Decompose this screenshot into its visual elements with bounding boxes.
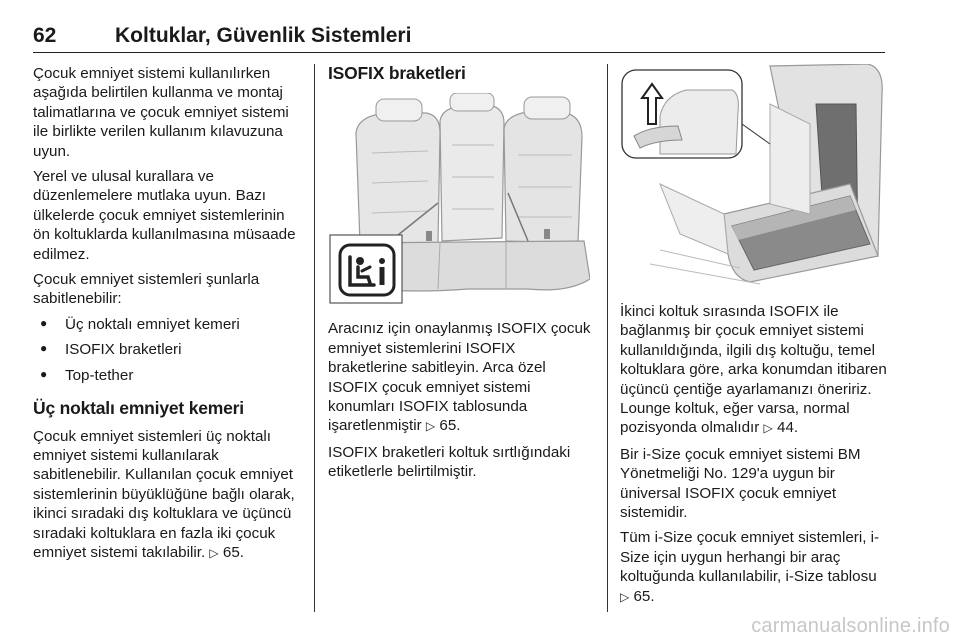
- reference-arrow-icon: ▷: [209, 545, 219, 560]
- column-right: [620, 64, 890, 613]
- paragraph-text: İkinci koltuk sırasında ISOFIX ile bağlanmış bir çocuk emniyet sistemi kullanıldığında, ilgili dış koltuğu, temel koltuklara göre, arka konumdan itibaren üçüncü çentiğe ayarlamanızı öneririz. Lounge koltuk, eğer varsa, normal pozisyonda olmalıdır: [620, 303, 887, 437]
- page-reference-link[interactable]: 44.: [777, 419, 799, 437]
- page-reference-link[interactable]: 65.: [222, 543, 245, 561]
- page-title: Koltuklar, Güvenlik Sistemleri: [115, 24, 412, 47]
- column-divider: [314, 64, 315, 612]
- paragraph: [620, 528, 890, 607]
- list-item: ● ISOFIX braketleri: [33, 340, 303, 359]
- list-item: ● Üç noktalı emniyet kemeri: [33, 315, 303, 334]
- section-heading: ISOFIX braketleri: [328, 63, 466, 83]
- paragraph: ISOFIX braketleri koltuk sırtlığındaki etiketlerle belirtilmiştir.: [328, 443, 571, 481]
- column-middle: [328, 64, 596, 488]
- watermark: carmanualsonline.info: [751, 615, 950, 637]
- paragraph: Bir i-Size çocuk emniyet sistemi BM Yönetmeliği No. 129'a uygun bir üniversal ISOFIX çocuk emniyet sistemidir.: [620, 445, 861, 522]
- rear-seats-illustration: [328, 93, 590, 305]
- paragraph: Çocuk emniyet sistemi kullanılırken aşağıda belirtilen kullanma ve montaj talimatlarına ve çocuk emniyet sistemi ile birlikte verilen kullanım kılavuzuna uyun.: [33, 65, 289, 160]
- paragraph: [328, 319, 596, 436]
- page-reference-link[interactable]: 65.: [439, 417, 461, 435]
- column-left: [33, 64, 303, 569]
- bullet-list: [33, 315, 303, 385]
- seat-adjustment-illustration: [620, 64, 890, 286]
- column-divider: [607, 64, 608, 612]
- paragraph-text: Aracınız için onaylanmış ISOFIX çocuk emniyet sistemlerini ISOFIX braketlerine sabitleyin. Arca özel ISOFIX çocuk emniyet sistemi konumları ISOFIX tablosunda işaretlenmiştir: [328, 320, 591, 435]
- reference-arrow-icon: ▷: [620, 589, 630, 604]
- paragraph-text: Tüm i-Size çocuk emniyet sistemleri, i-Size için uygun herhangi bir araç koltuğunda kullanılabilir, i-Size tablosu: [620, 529, 880, 586]
- list-item: ● Top-tether: [33, 366, 303, 385]
- paragraph: [33, 427, 303, 564]
- paragraph: [620, 302, 890, 439]
- reference-arrow-icon: ▷: [425, 419, 436, 434]
- page-reference-link[interactable]: 65.: [633, 587, 655, 605]
- section-heading: Üç noktalı emniyet kemeri: [33, 398, 244, 419]
- adjust-arrow-icon: [640, 82, 664, 126]
- paragraph: Çocuk emniyet sistemleri şunlarla sabitlenebilir:: [33, 271, 260, 308]
- reference-arrow-icon: ▷: [763, 421, 773, 436]
- paragraph: Yerel ve ulusal kurallara ve düzenlemelere mutlaka uyun. Bazı ülkelerde çocuk emniyet sistemlerinin ön koltuklarda kullanılmasına müsaade edilmez.: [33, 168, 296, 263]
- page-number: 62: [33, 24, 57, 47]
- page-header: [33, 24, 885, 53]
- isofix-child-seat-icon: [346, 251, 390, 291]
- paragraph-text: Çocuk emniyet sistemleri üç noktalı emniyet sistemi kullanılarak sabitlenebilir. Kullanılan çocuk emniyet sistemlerinin büyüklüğüne bağlı olarak, ikinci sıradaki dış koltuklara ve üçüncü sıradaki koltuklara en fazla iki çocuk emniyet sistemi takılabilir.: [33, 427, 295, 561]
